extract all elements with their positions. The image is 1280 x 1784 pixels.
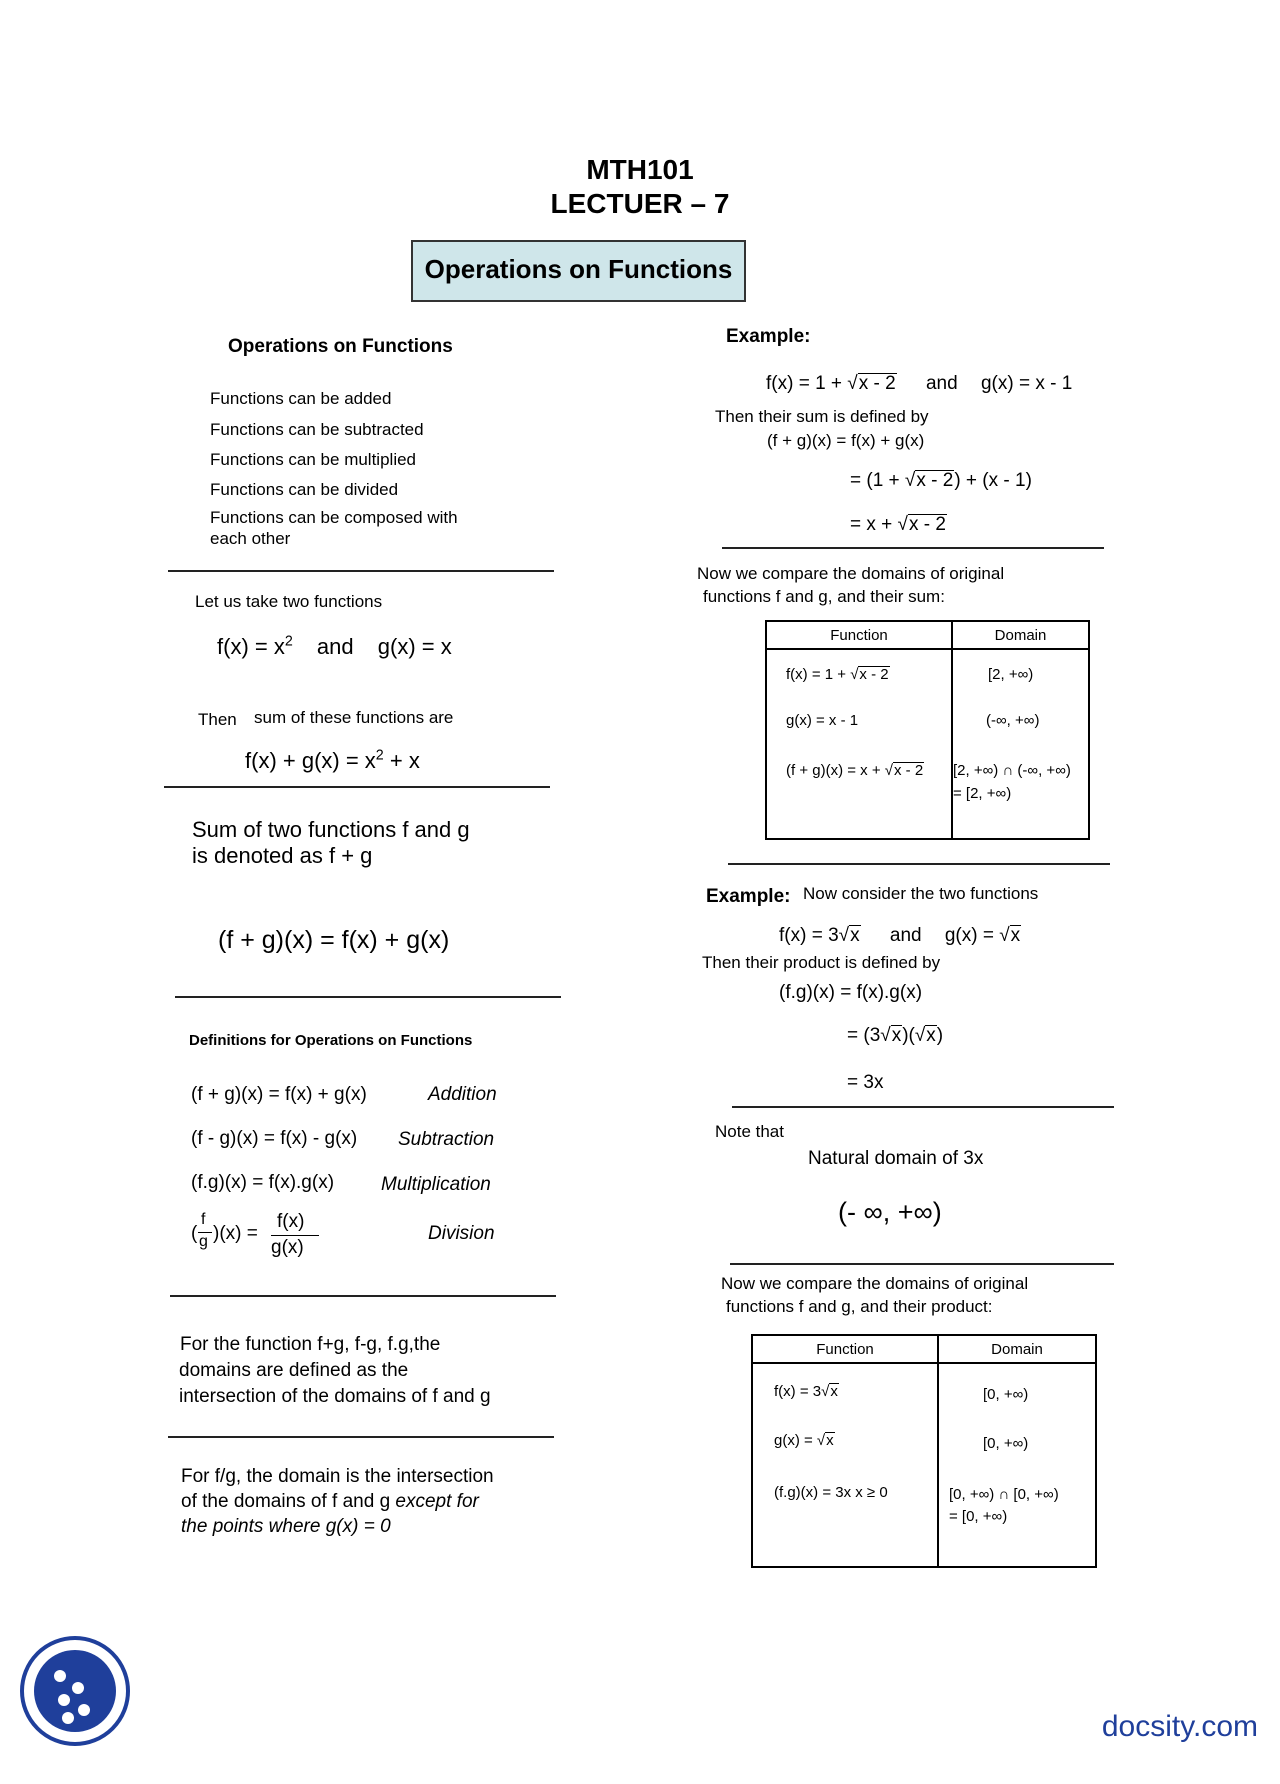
logo-mark [34, 1650, 116, 1732]
divider [175, 996, 561, 998]
div-note [181, 1491, 479, 1513]
logo-dot [72, 1682, 84, 1694]
sum-expression [245, 748, 420, 774]
compare-text: Now we compare the domains of original [721, 1274, 1029, 1293]
divider [730, 1263, 1114, 1265]
logo-dot [58, 1694, 70, 1706]
cell-function: (f + g)(x) = x + √ [786, 762, 894, 779]
ex2-g: g(x) = √ [944, 925, 1010, 946]
cell-domain: [2, +∞) [988, 666, 1034, 683]
course-code: MTH101 [586, 154, 694, 185]
exponent: 2 [375, 747, 384, 764]
ex1-line2 [850, 470, 1032, 492]
sum-def-line: is denoted as f + g [192, 843, 373, 868]
ops-item: each other [210, 529, 291, 548]
def-subtraction-label: Subtraction [398, 1129, 495, 1150]
table-header: Function [752, 1335, 938, 1363]
div-mid: )(x) = [213, 1223, 258, 1244]
table-row [774, 1383, 839, 1400]
ex2-part: ) [936, 1025, 944, 1046]
gx-def: g(x) = x [377, 634, 452, 659]
cell-function: g(x) = x - 1 [786, 712, 859, 729]
cell-domain: [2, +∞) ∩ (-∞, +∞) [953, 762, 1071, 779]
frac-f: f [201, 1211, 206, 1228]
radicand: x - 2 [894, 762, 924, 779]
ex2-f: f(x) = 3√ [779, 925, 850, 946]
example-label: Example: [726, 326, 811, 347]
ex1-g: g(x) = x - 1 [980, 373, 1073, 394]
domain-table-product [751, 1334, 1097, 1568]
lecture-title: LECTUER – 7 [550, 188, 730, 219]
radicand: x - 2 [859, 666, 889, 683]
example-functions [217, 634, 452, 660]
ex1-line1: (f + g)(x) = f(x) + g(x) [767, 431, 925, 450]
natural-domain-value: (- ∞, +∞) [838, 1197, 942, 1227]
ex2-part: = (3√ [847, 1025, 891, 1046]
table-header: Domain [952, 621, 1089, 649]
domain-note: domains are defined as the [179, 1360, 409, 1381]
radicand: x [891, 1025, 902, 1046]
radicand: x [1010, 925, 1021, 946]
radicand: x - 2 [858, 373, 896, 394]
cell-domain: [0, +∞) [983, 1386, 1029, 1403]
table-header: Function [766, 621, 952, 649]
sum-of-text: sum of these functions are [254, 708, 454, 727]
ops-item: Functions can be composed with [210, 508, 458, 527]
table-row [786, 666, 890, 683]
defs-heading: Definitions for Operations on Functions [189, 1032, 473, 1049]
and-word: and [316, 634, 354, 659]
ex2-line1: (f.g)(x) = f(x).g(x) [779, 982, 923, 1003]
cell-domain: = [2, +∞) [953, 785, 1012, 802]
logo-dot [54, 1670, 66, 1682]
ex1-f: f(x) = 1 + √ [766, 373, 858, 394]
fx-def: f(x) = x [217, 634, 285, 659]
divider [168, 1436, 554, 1438]
divider [168, 570, 554, 572]
sum-rhs: + x [383, 748, 420, 773]
cell-function: f(x) = 1 + √ [786, 666, 859, 683]
compare-text: functions f and g, and their sum: [703, 587, 945, 606]
cell-domain: [0, +∞) ∩ [0, +∞) [949, 1486, 1059, 1503]
ex2-line3: = 3x [847, 1072, 884, 1093]
note-that: Note that [715, 1122, 784, 1141]
example-label: Example: [706, 886, 791, 907]
cell-function: (f.g)(x) = 3x x ≥ 0 [774, 1484, 888, 1501]
table-header: Domain [938, 1335, 1096, 1363]
cell-domain: (-∞, +∞) [986, 712, 1040, 729]
ex1-line3-pre: = x + √ [850, 514, 908, 535]
radicand: x - 2 [908, 514, 946, 535]
divider [722, 547, 1104, 549]
ex2-intro: Now consider the two functions [803, 884, 1039, 903]
div-note-emphasis: the points where g(x) = 0 [181, 1516, 391, 1537]
ex1-and: and [925, 373, 958, 394]
radicand: x [826, 1432, 834, 1449]
ex1-line2-post: ) + (x - 1) [954, 470, 1032, 491]
divider [170, 1295, 556, 1297]
domain-note: For the function f+g, f-g, f.g,the [180, 1334, 441, 1355]
let-us-text: Let us take two functions [195, 592, 383, 611]
def-division-label: Division [428, 1223, 495, 1244]
cell-function: f(x) = 3√ [774, 1383, 830, 1400]
def-multiplication: (f.g)(x) = f(x).g(x) [191, 1172, 335, 1193]
ops-heading: Operations on Functions [228, 336, 453, 357]
ex1-functions [766, 373, 1072, 395]
div-denominator: g(x) [271, 1237, 304, 1258]
ops-item: Functions can be divided [210, 480, 399, 499]
table-row [786, 762, 924, 779]
radicand: x [850, 925, 860, 946]
div-note-emphasis: except for [395, 1491, 479, 1512]
divider [164, 786, 550, 788]
domain-table-sum [765, 620, 1090, 840]
sum-def-line: Sum of two functions f and g [192, 817, 470, 842]
div-bar [271, 1235, 319, 1236]
frac-g: g [199, 1233, 208, 1250]
ex2-and: and [889, 925, 922, 946]
brand-link[interactable]: docsity.com [1101, 1710, 1258, 1743]
radicand: x [926, 1025, 936, 1046]
ex2-line2 [847, 1025, 943, 1047]
exponent: 2 [284, 633, 293, 650]
def-multiplication-label: Multiplication [381, 1174, 491, 1195]
divider [728, 863, 1110, 865]
compare-text: Now we compare the domains of original [697, 564, 1005, 583]
ops-item: Functions can be multiplied [210, 450, 417, 469]
cell-function: g(x) = √ [774, 1432, 826, 1449]
divider [732, 1106, 1114, 1108]
domain-note: intersection of the domains of f and g [179, 1386, 491, 1407]
sum-lhs: f(x) + g(x) = x [245, 748, 376, 773]
topic-banner: Operations on Functions [411, 240, 746, 302]
div-numerator: f(x) [277, 1211, 305, 1232]
ex1-line2-pre: = (1 + √ [850, 470, 916, 491]
ex1-line3 [850, 514, 947, 536]
ex2-part: )(√ [902, 1025, 926, 1046]
sum-formula: (f + g)(x) = f(x) + g(x) [218, 926, 450, 954]
ex2-functions [779, 925, 1021, 947]
ex2-then: Then their product is defined by [702, 953, 941, 972]
logo-dot [62, 1712, 74, 1724]
docsity-logo-icon [20, 1636, 130, 1746]
then-word: Then [198, 710, 237, 729]
cell-domain: [0, +∞) [983, 1435, 1029, 1452]
natural-domain-text: Natural domain of 3x [808, 1148, 984, 1169]
def-addition: (f + g)(x) = f(x) + g(x) [191, 1084, 367, 1105]
table-row [774, 1432, 835, 1449]
ex1-then: Then their sum is defined by [715, 407, 929, 426]
paren-open: ( [191, 1223, 198, 1244]
compare-text: functions f and g, and their product: [726, 1297, 993, 1316]
div-note: For f/g, the domain is the intersection [181, 1466, 494, 1487]
radicand: x - 2 [916, 470, 954, 491]
radicand: x [830, 1383, 838, 1400]
cell-domain: = [0, +∞) [949, 1508, 1008, 1525]
ops-item: Functions can be added [210, 389, 392, 408]
logo-dot [78, 1704, 90, 1716]
div-note-part: of the domains of f and g [181, 1491, 391, 1512]
ops-item: Functions can be subtracted [210, 420, 424, 439]
def-subtraction: (f - g)(x) = f(x) - g(x) [191, 1128, 358, 1149]
def-addition-label: Addition [428, 1084, 497, 1105]
